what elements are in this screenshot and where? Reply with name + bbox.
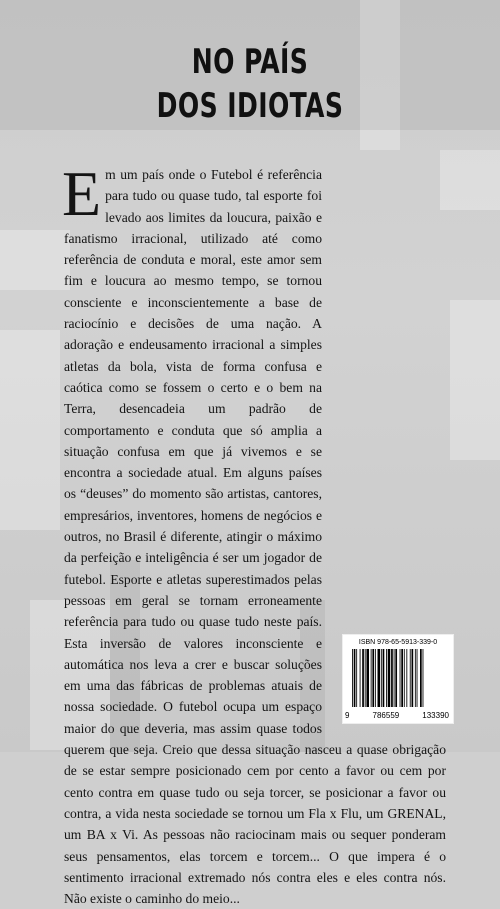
barcode-bar: [354, 649, 356, 707]
barcode-bar: [386, 649, 387, 707]
synopsis-body: m um país onde o Futebol é referência para tudo ou quase tudo, tal esporte foi levado aos limites da loucura, paixão e fanatismo irracional, utilizado até como referência de conduta e moral, este amor sem fim e loucura ao mesmo tempo, se tornou consciente e inconscientemente a base de raciocínio e decisões de uma nação. A adoração e endeusamento irracional a simples atletas da bola, vista de forma confusa e caótica como se fossem o certo e o bem na Terra, desencadeia um padrão de comportamento e conduta que só amplia a situação confusa em que já vivemos e se encontra a sociedade atual. Em alguns países os “deuses” do momento são artistas, cantores, empresários, inventores, homens de negócios e outros, no Brasil é diferente, atingir o máximo da perfeição e inteligência é ser um jogador de futebol. Esporte e atletas superestimados pelas pessoas em geral se tornam erroneamente referência para tudo ou quase tudo neste país. Esta inversão de valores inconsciente e automática nos leva a crer e buscar soluções em uma das fábricas de problemas atuais de nossa sociedade. O futebol ocupa um espaço maior do que deveria, mas assim quase todos querem que seja. Creio que dessa situação nasceu a quase obrigação de se estar sempre posicionado cem por cento a favor ou cem por cento contra em quase tudo ou seja torcer, se posicionar a favor ou contra, a vida nesta sociedade se tornou um Fla x Flu, um GRENAL, um BA x Vi. As pessoas não raciocinam mais ou sequer ponderam seus pensamentos, elas torcem e torcem... O que impera é o sentimento irracional extremado nós contra eles e eles contra nós. Não existe o caminho do meio...: [64, 167, 446, 907]
barcode-bar: [378, 649, 381, 707]
isbn-digit-prefix: 9: [345, 711, 350, 720]
barcode-bar: [415, 649, 416, 707]
book-title: [45, 40, 455, 128]
barcode-bar: [352, 649, 353, 707]
barcode-bars: [352, 649, 446, 707]
barcode-bar: [401, 649, 403, 707]
barcode-bar: [423, 649, 424, 707]
isbn-digits: [345, 711, 449, 720]
barcode-bar: [420, 649, 422, 707]
barcode-bar: [391, 649, 393, 707]
barcode-bar: [372, 649, 374, 707]
barcode-bar: [381, 649, 382, 707]
title-line-2: DOS IDIOTAS: [156, 86, 344, 126]
isbn-digit-left: 786559: [372, 711, 400, 720]
barcode-bar: [366, 649, 369, 707]
isbn-label: ISBN 978-65-5913-339-0: [358, 639, 438, 646]
barcode-bar: [388, 649, 391, 707]
barcode-bar: [412, 649, 414, 707]
barcode-bar: [362, 649, 364, 707]
barcode-bar: [417, 649, 418, 707]
barcode-bar: [371, 649, 372, 707]
barcode-bar: [395, 649, 397, 707]
barcode-bar: [406, 649, 407, 707]
barcode: [342, 634, 454, 724]
barcode-bar: [394, 649, 395, 707]
barcode-bar: [400, 649, 401, 707]
drop-cap: E: [62, 158, 102, 229]
barcode-bar: [365, 649, 366, 707]
title-line-1: NO PAÍS: [191, 42, 309, 82]
barcode-bar: [360, 649, 361, 707]
barcode-bar: [356, 649, 357, 707]
barcode-bar: [375, 649, 376, 707]
synopsis-text: [62, 158, 446, 909]
isbn-digit-right: 133390: [422, 711, 449, 720]
barcode-bar: [383, 649, 385, 707]
barcode-bar: [404, 649, 405, 707]
barcode-bar: [410, 649, 411, 707]
